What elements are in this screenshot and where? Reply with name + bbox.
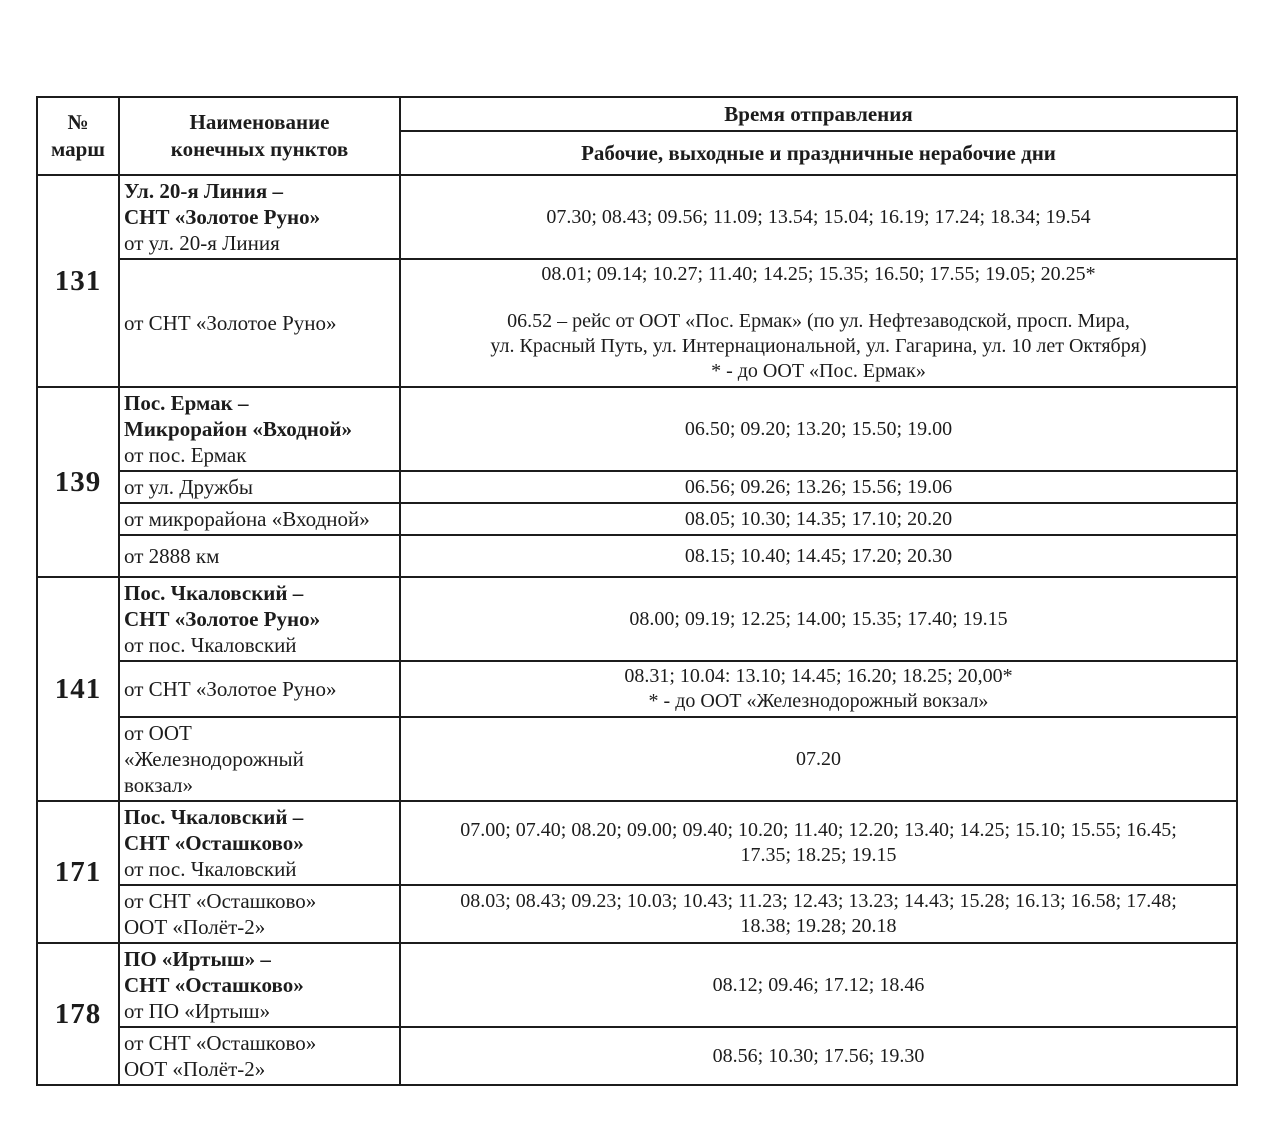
endpoint-cell [119,175,400,259]
header-endpoints-line1: Наименование [189,110,330,134]
endpoint-from-line: ООТ «Полёт-2» [124,1057,266,1081]
times-line: 08.01; 09.14; 10.27; 11.40; 14.25; 15.35; 16.50; 17.55; 19.05; 20.25* [541,263,1096,285]
table-row [37,175,1237,259]
endpoint-cell [119,387,400,471]
times-note-line: * - до ООТ «Пос. Ермак» [711,360,926,382]
table-row [37,259,1237,387]
times-line: 07.20 [796,747,841,770]
times-note-line: * - до ООТ «Железнодорожный вокзал» [648,690,989,712]
times-spacer [405,287,1232,309]
table-row [37,387,1237,471]
route-number-171: 171 [37,801,119,943]
endpoint-from-line: от СНТ «Осташково» [124,889,317,913]
times-cell [400,535,1237,577]
header-departure-time: Время отправления [400,97,1237,131]
endpoint-cell [119,471,400,503]
table-row [37,1027,1237,1085]
times-line: 08.56; 10.30; 17.56; 19.30 [712,1044,925,1067]
times-cell [400,717,1237,801]
times-line: 17.35; 18.25; 19.15 [740,844,897,866]
times-cell [400,387,1237,471]
endpoint-title-line: Ул. 20-я Линия – [124,179,283,203]
table-row [37,577,1237,661]
times-cell [400,801,1237,885]
times-cell [400,471,1237,503]
endpoint-title-line: Пос. Ермак – [124,391,249,415]
times-cell [400,259,1237,387]
header-route-number-line2: марш [50,137,106,161]
route-number-131: 131 [37,175,119,387]
endpoint-cell [119,943,400,1027]
times-note-line: ул. Красный Путь, ул. Интернациональной, ул. Гагарина, ул. 10 лет Октября) [490,335,1147,357]
endpoint-cell [119,801,400,885]
route-number-139: 139 [37,387,119,577]
table-row [37,503,1237,535]
times-line: 08.03; 08.43; 09.23; 10.03; 10.43; 11.23; 12.43; 13.23; 14.43; 15.28; 16.13; 16.58; 17.48; [460,890,1177,912]
endpoint-cell [119,661,400,717]
endpoint-cell [119,535,400,577]
table-row [37,943,1237,1027]
times-line: 08.05; 10.30; 14.35; 17.10; 20.20 [684,507,953,530]
endpoint-from-line: от пос. Ермак [124,443,247,467]
endpoint-from-line: от СНТ «Золотое Руно» [124,311,337,335]
times-cell [400,885,1237,943]
table-row [37,717,1237,801]
times-line: 08.12; 09.46; 17.12; 18.46 [712,973,925,996]
endpoint-from-line: от ул. Дружбы [124,475,254,499]
times-line: 06.50; 09.20; 13.20; 15.50; 19.00 [684,417,953,440]
endpoint-from-line: от ООТ [124,721,192,745]
times-cell [400,943,1237,1027]
times-note-line: 06.52 – рейс от ООТ «Пос. Ермак» (по ул. Нефтезаводской, просп. Мира, [507,310,1130,332]
times-cell [400,661,1237,717]
endpoint-title-line: Микрорайон «Входной» [124,417,352,441]
endpoint-title-line: СНТ «Осташково» [124,831,304,855]
endpoint-from-line: от микрорайона «Входной» [124,507,370,531]
endpoint-from-line: от ул. 20-я Линия [124,231,280,255]
route-number-178: 178 [37,943,119,1085]
table-row [37,801,1237,885]
endpoint-from-line: от пос. Чкаловский [124,633,297,657]
endpoint-from-line: от ПО «Иртыш» [124,999,271,1023]
times-line: 08.31; 10.04: 13.10; 14.45; 16.20; 18.25; 20,00* [624,665,1013,687]
table-row [37,471,1237,503]
endpoint-title-line: СНТ «Золотое Руно» [124,607,321,631]
endpoint-cell [119,503,400,535]
endpoint-cell [119,885,400,943]
times-line: 08.00; 09.19; 12.25; 14.00; 15.35; 17.40; 19.15 [629,607,1008,630]
times-line: 18.38; 19.28; 20.18 [740,915,897,937]
times-cell [400,175,1237,259]
endpoint-from-line: от пос. Чкаловский [124,857,297,881]
bus-schedule-table [36,96,1238,1086]
endpoint-from-line: от СНТ «Осташково» [124,1031,317,1055]
endpoint-title-line: СНТ «Осташково» [124,973,304,997]
table-row [37,661,1237,717]
endpoint-from-line: от 2888 км [124,544,220,568]
times-cell [400,577,1237,661]
times-line: 06.56; 09.26; 13.26; 15.56; 19.06 [684,475,953,498]
table-row [37,535,1237,577]
header-route-number-line1: № [67,110,89,134]
header-endpoints-line2: конечных пунктов [170,137,349,161]
header-route-number [37,97,119,175]
times-cell [400,503,1237,535]
header-endpoints [119,97,400,175]
table-row [37,885,1237,943]
endpoint-cell [119,717,400,801]
endpoint-cell [119,577,400,661]
header-day-types: Рабочие, выходные и праздничные нерабочие дни [400,131,1237,175]
endpoint-title-line: Пос. Чкаловский – [124,581,304,605]
endpoint-from-line: «Железнодорожный [124,747,304,771]
endpoint-title-line: Пос. Чкаловский – [124,805,304,829]
times-cell [400,1027,1237,1085]
endpoint-cell [119,259,400,387]
times-line: 08.15; 10.40; 14.45; 17.20; 20.30 [684,544,953,567]
endpoint-from-line: от СНТ «Золотое Руно» [124,677,337,701]
times-line: 07.30; 08.43; 09.56; 11.09; 13.54; 15.04; 16.19; 17.24; 18.34; 19.54 [546,205,1091,228]
route-number-141: 141 [37,577,119,801]
endpoint-from-line: ООТ «Полёт-2» [124,915,266,939]
times-line: 07.00; 07.40; 08.20; 09.00; 09.40; 10.20; 11.40; 12.20; 13.40; 14.25; 15.10; 15.55; 16.45; [460,819,1177,841]
endpoint-cell [119,1027,400,1085]
endpoint-title-line: ПО «Иртыш» – [124,947,271,971]
endpoint-title-line: СНТ «Золотое Руно» [124,205,321,229]
endpoint-from-line: вокзал» [124,773,193,797]
